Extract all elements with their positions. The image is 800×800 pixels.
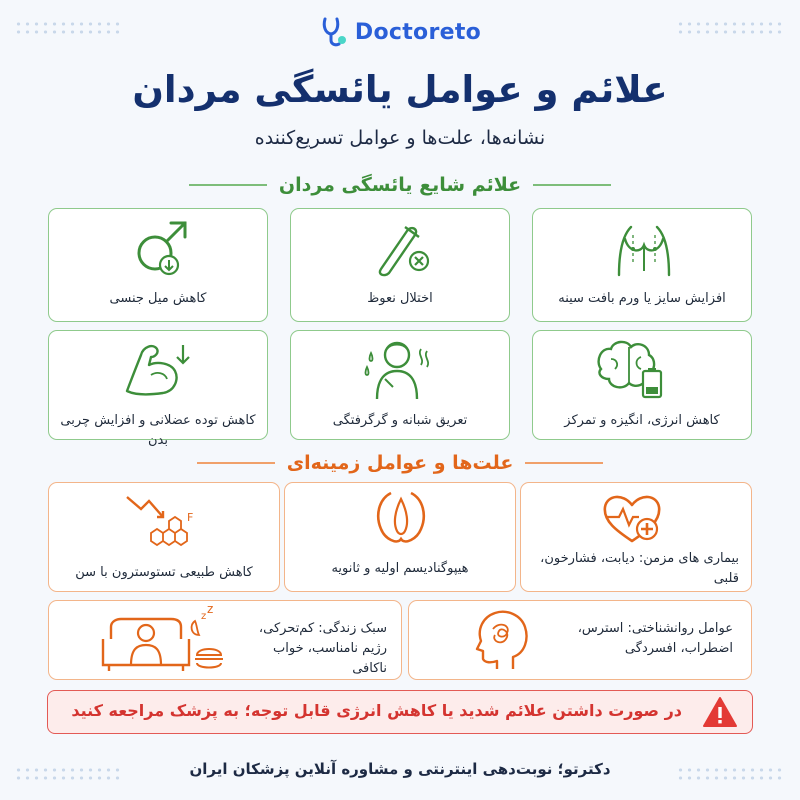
heading-line — [525, 462, 603, 464]
cause-card — [520, 482, 752, 592]
causes-heading-label: علت‌ها و عوامل زمینه‌ای — [286, 452, 514, 474]
heading-line — [533, 184, 611, 186]
cause-card — [408, 600, 752, 680]
symptom-card — [532, 208, 752, 322]
svg-text:F: F — [187, 511, 194, 524]
cause-label: هیپوگنادیسم اولیه و ثانویه — [331, 561, 469, 576]
warning-icon — [702, 696, 738, 728]
cause-label: بیماری های مزمن: دیابت، فشارخون، قلبی — [540, 551, 739, 586]
symptom-label: اختلال نعوظ — [367, 291, 433, 306]
heading-line — [189, 184, 267, 186]
brand-name: Doctoreto — [354, 19, 482, 45]
stressed-head-icon — [471, 607, 537, 673]
symptom-card — [532, 330, 752, 440]
footer — [0, 760, 800, 800]
svg-text:z: z — [207, 603, 214, 616]
cause-card — [48, 482, 280, 592]
cause-card — [284, 482, 516, 592]
brand-logo — [0, 16, 800, 48]
symptoms-heading — [0, 174, 800, 196]
warning-text: در صورت داشتن علائم شدید یا کاهش انرژی قابل توجه؛ به پزشک مراجعه کنید — [71, 701, 682, 720]
symptoms-heading-label: علائم شایع یائسگی مردان — [278, 174, 522, 196]
chest-icon — [611, 217, 677, 277]
heart-health-icon — [599, 489, 665, 547]
cause-label: سبک زندگی: کم‌تحرکی، رژیم نامناسب، خواب ناکافی — [258, 621, 387, 676]
testes-icon — [369, 489, 433, 547]
testosterone-decline-icon — [123, 489, 203, 551]
symptom-card — [290, 330, 510, 440]
symptom-label: افزایش سایز یا ورم بافت سینه — [558, 291, 726, 306]
page-subtitle: نشانه‌ها، علت‌ها و عوامل تسریع‌کننده — [254, 127, 546, 149]
svg-text:z: z — [201, 611, 207, 622]
symptom-label: کاهش انرژی، انگیزه و تمرکز — [564, 413, 720, 428]
heading-line — [197, 462, 275, 464]
lifestyle-icon — [97, 603, 225, 675]
footer-text: دکترتو؛ نوبت‌دهی اینترنتی و مشاوره آنلاین پزشکان ایران — [189, 760, 611, 778]
male-symbol-down-icon — [129, 215, 195, 281]
stethoscope-logo-icon — [319, 16, 349, 48]
symptom-label: کاهش توده عضلانی و افزایش چربی بدن — [60, 413, 256, 448]
muscle-arm-icon — [119, 335, 199, 401]
sweating-man-icon — [357, 335, 437, 401]
symptom-card — [48, 208, 268, 322]
symptom-label: تعریق شبانه و گرگرفتگی — [332, 413, 468, 428]
cause-card — [48, 600, 402, 680]
cause-label: عوامل روانشناختی: استرس، اضطراب، افسردگی — [577, 621, 733, 656]
page-title: علائم و عوامل یائسگی مردان — [132, 68, 668, 111]
erectile-dysfunction-icon — [369, 217, 435, 277]
symptom-card — [290, 208, 510, 322]
warning-banner — [47, 690, 753, 734]
brain-battery-icon — [591, 337, 671, 399]
causes-heading — [0, 452, 800, 474]
symptom-label: کاهش میل جنسی — [109, 291, 207, 306]
symptom-card — [48, 330, 268, 448]
cause-label: کاهش طبیعی تستوسترون با سن — [75, 565, 253, 580]
